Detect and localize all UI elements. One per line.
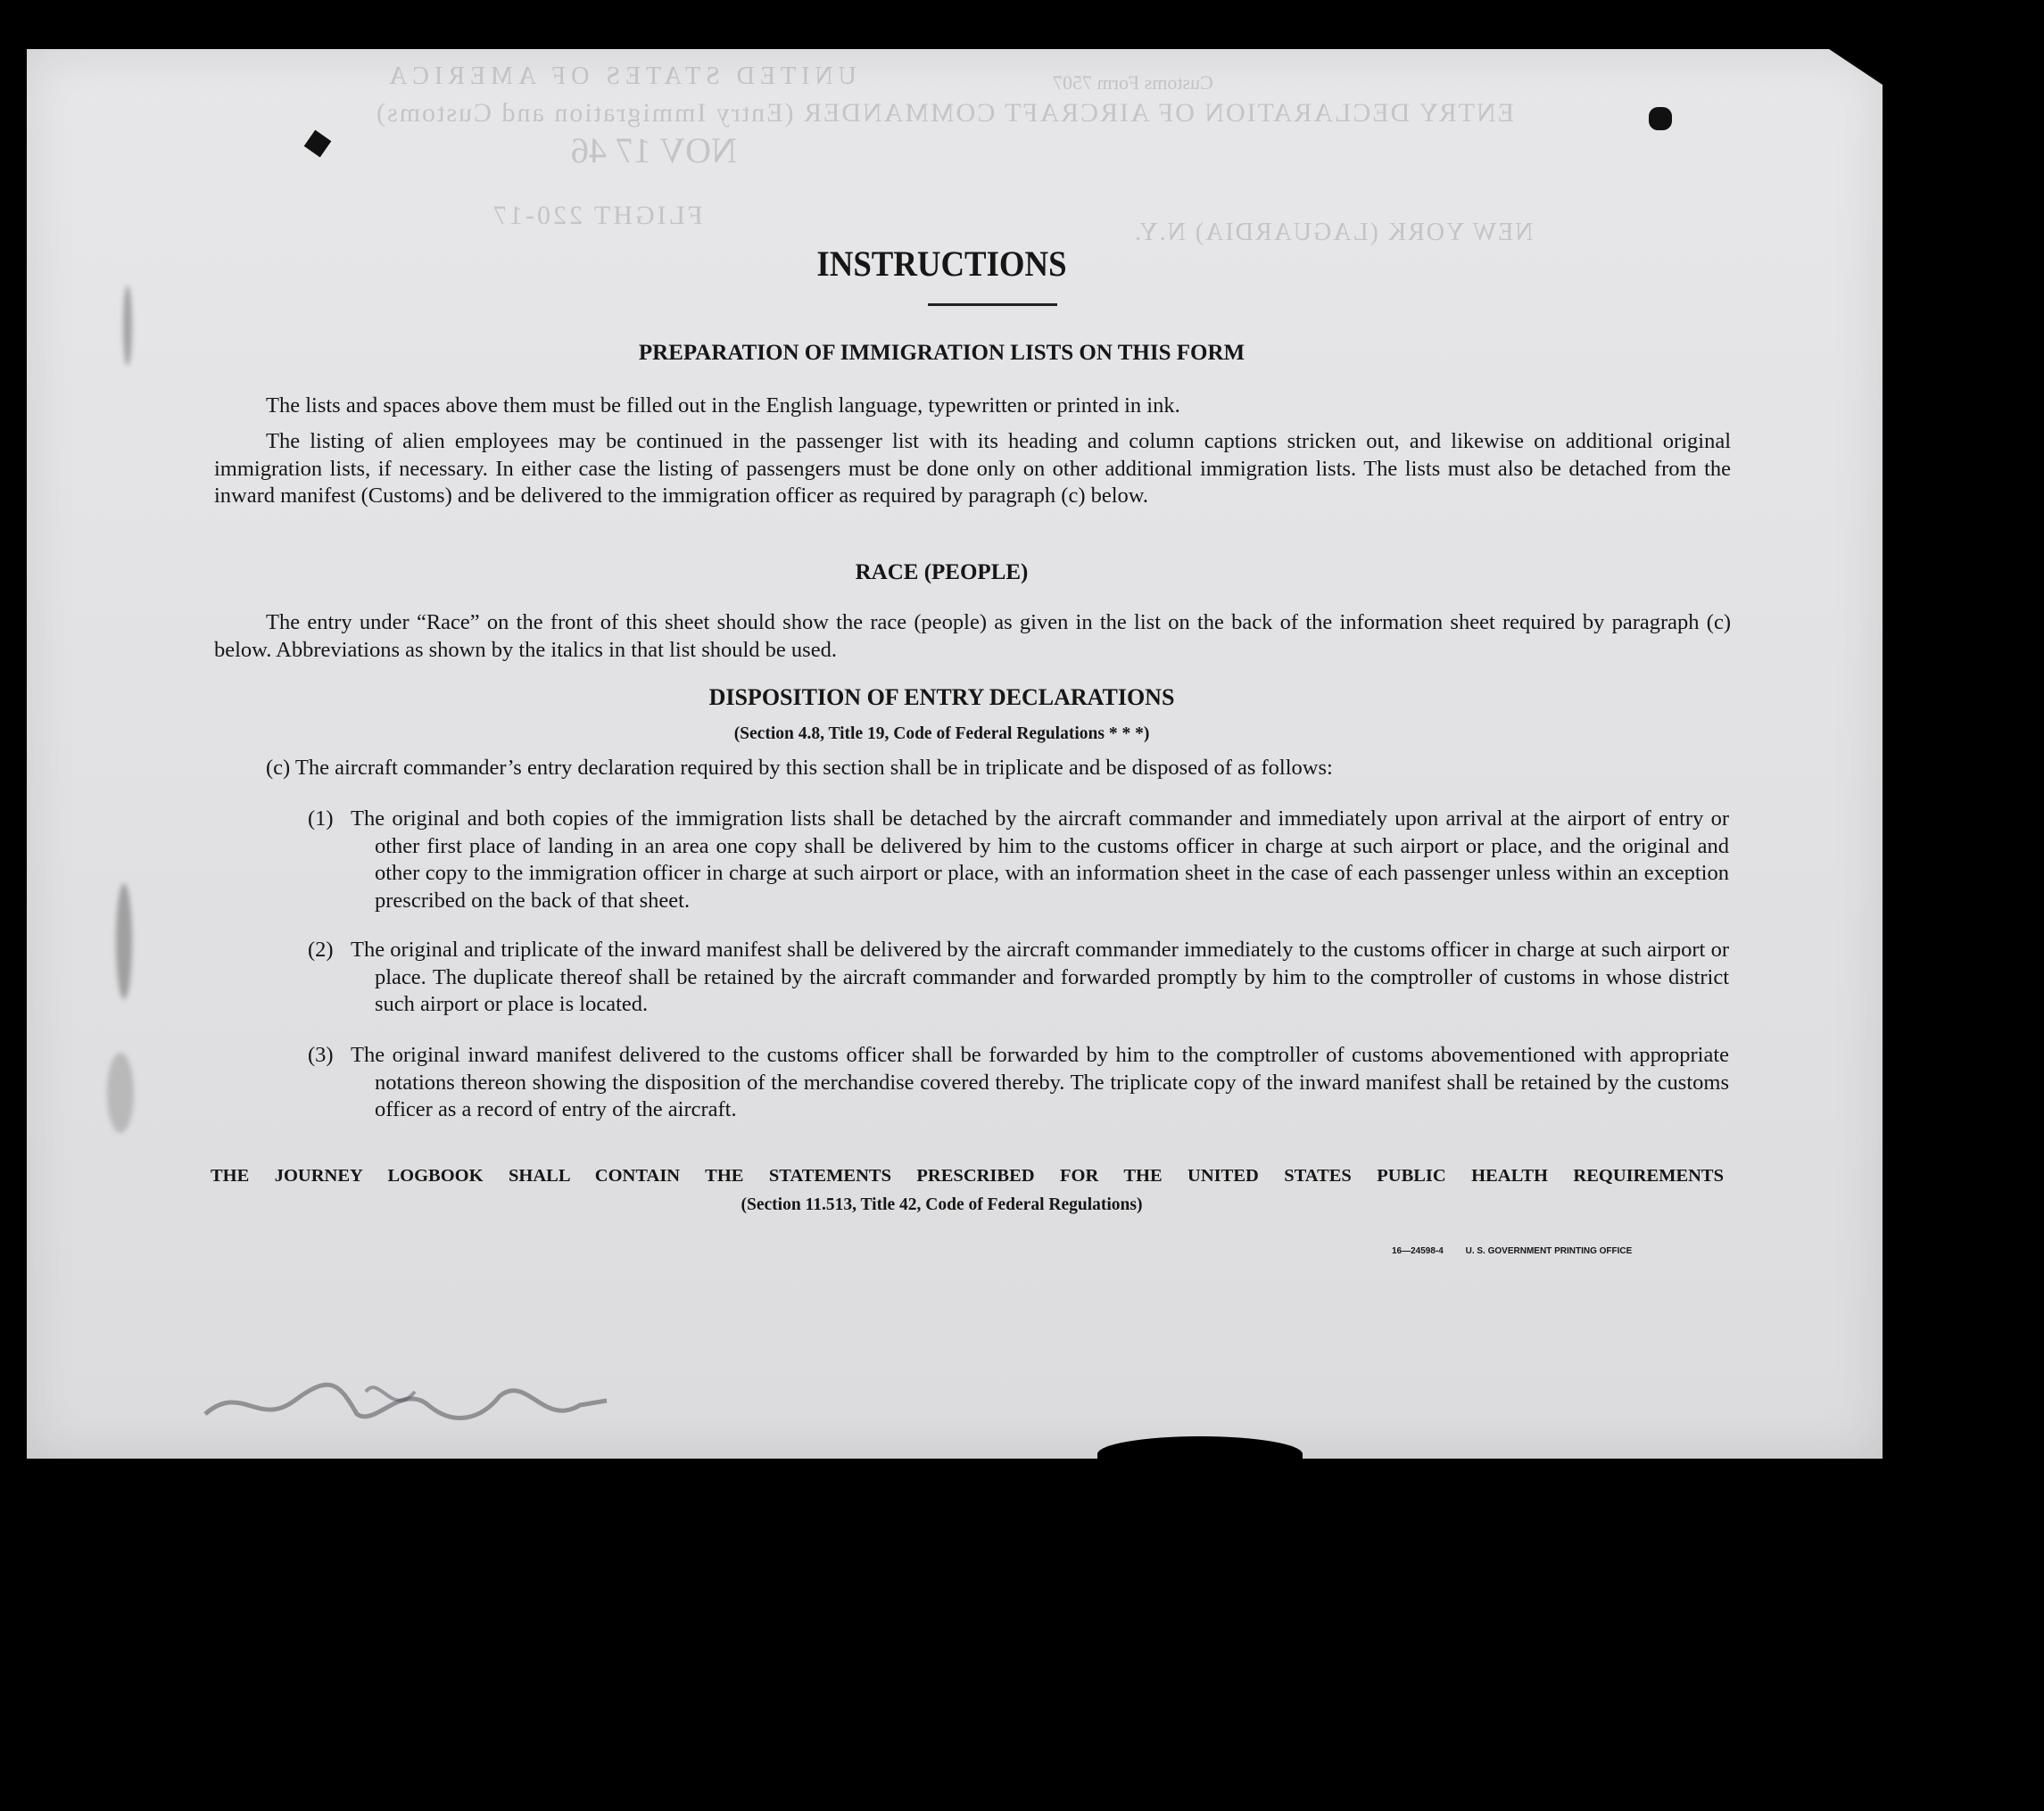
paragraph-marker: (c) [266,756,291,780]
show-through-text: NEW YORK (LAGUARDIA) N.Y. [1133,219,1534,246]
list-item-number: (1) [308,806,334,831]
form-code: 16—24598-4 [1392,1246,1444,1256]
page-title: INSTRUCTIONS [816,244,1067,284]
list-item-text: The original inward manifest delivered to the customs officer shall be forwarded by him to the comptroller of customs abovementioned with appropriate notations thereon showing the disposition of the merchandise covered thereby. The triplicate copy of the inward manifest shall be retained by the customs officer as a record of entry of the aircraft. [351,1043,1729,1121]
paragraph-alien-employees: The listing of alien employees may be continued in the passenger list with its heading and column captions stricken out, and likewise on additional original immigration lists, if necessary. In either case the listing of passengers must be done only on other additional immigration lists. The lists must also be detached from the inward manifest (Customs) and be delivered to the immigration officer as required by paragraph (c) below. [214,429,1731,508]
paragraph-language: The lists and spaces above them must be filled out in the English language, typewritten or printed in ink. [266,393,1180,418]
printer-imprint: U. S. GOVERNMENT PRINTING OFFICE [1465,1246,1633,1256]
section-heading-race: RACE (PEOPLE) [855,560,1029,584]
title-underline [928,303,1057,306]
list-item-text: The original and both copies of the immigration lists shall be detached by the aircraft commander and immediately upon arrival at the airport of entry or other first place of landing in an area one copy shall be delivered by him to the customs officer in charge at such airport or place, and the original and other copy to the immigration officer in charge at such airport or place, with an information sheet in the case of each passenger unless within an exception prescribed on the back of that sheet. [351,806,1729,913]
paragraph-disposition-intro [266,755,1738,782]
paragraph-text: The aircraft commander’s entry declaration required by this section shall be in triplicate and be disposed of as follows: [294,756,1333,780]
list-item-number: (2) [308,938,334,962]
print-code [1392,1246,1651,1256]
show-through-text: FLIGHT 220-17 [491,201,703,230]
show-through-text: NOV 17 46 [571,130,737,170]
section-citation: (Section 4.8, Title 19, Code of Federal Regulations * * *) [733,724,1150,743]
section-heading-disposition: DISPOSITION OF ENTRY DECLARATIONS [708,684,1175,710]
paragraph-race: The entry under “Race” on the front of this sheet should show the race (people) as given in the list on the back of the information sheet required by paragraph (c) below. Abbreviations as shown by the italics in that list should be used. [214,610,1731,662]
show-through-text: UNITED STATES OF AMERICA [384,62,856,90]
footer-citation: (Section 11.513, Title 42, Code of Federal Regulations) [741,1195,1143,1214]
show-through-text: Customs Form 7507 [1053,71,1213,94]
list-item-text: The original and triplicate of the inward manifest shall be delivered by the aircraft commander immediately to the customs officer in charge at such airport or place. The duplicate thereof shall be retained by the aircraft commander and forwarded promptly by him to the comptroller of customs in whose district such airport or place is located. [351,938,1729,1016]
list-item-number: (3) [308,1043,334,1067]
section-heading-preparation: PREPARATION OF IMMIGRATION LISTS ON THIS FORM [638,341,1245,365]
list-item [308,1042,1729,1124]
list-item [308,806,1729,914]
list-item [308,937,1729,1019]
show-through-text: ENTRY DECLARATION OF AIRCRAFT COMMANDER (Entry Immigration and Customs) [375,98,1515,128]
footer-statement: THE JOURNEY LOGBOOK SHALL CONTAIN THE STATEMENTS PRESCRIBED FOR THE UNITED STATES PUBLIC HEALTH REQUIREMENTS [211,1166,1724,1186]
